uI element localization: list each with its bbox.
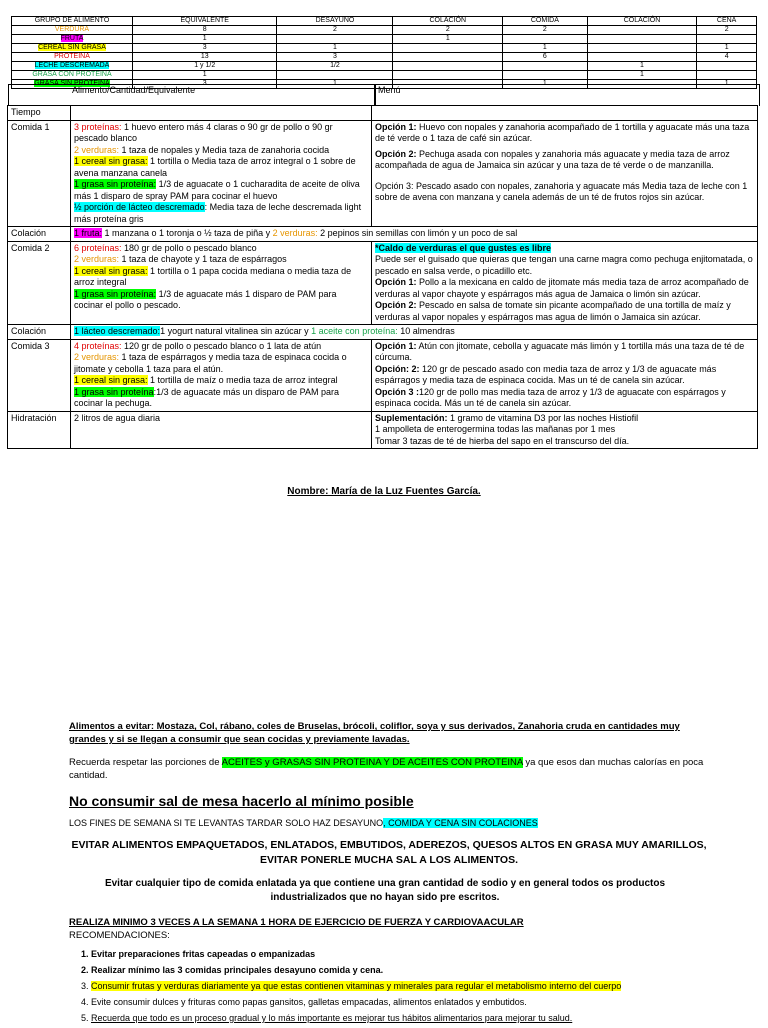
- weekend-note: [69, 817, 709, 830]
- row-label: Tiempo: [8, 106, 71, 121]
- group-name: [12, 62, 133, 71]
- portion-label: 1 fruta:: [74, 228, 103, 238]
- table-cell: 1: [587, 62, 697, 71]
- table-row: [12, 26, 757, 35]
- table-cell: 2: [697, 26, 757, 35]
- portion-text: 1/3 de aguacate o 1 cucharadita de aceite de oliva más 1 disparo de spray PAM para cocinar el huevo: [74, 179, 360, 201]
- header-cell: COLACIÓN: [393, 17, 503, 26]
- food-groups-table: [11, 16, 757, 89]
- portions-reminder: [69, 756, 709, 782]
- group-label-grasa-con: GRASA CON PROTEINA: [32, 71, 112, 78]
- option-text: 120 gr de pescado asado con media taza de arroz y 1/3 de aguacate más espárragos y media taza de espinaca cocida. Mas un té de canela sin azúcar.: [375, 363, 717, 385]
- list-item-text: Consumir frutas y verduras diariamente ya que estas contienen vitaminas y minerales para regular el metabolismo interno del cuerpo: [91, 981, 622, 991]
- table-cell: 1: [393, 35, 503, 44]
- recommendations-list: [69, 948, 709, 1028]
- avoid-packaged: EVITAR ALIMENTOS EMPAQUETADOS, ENLATADOS, EMBUTIDOS, ADEREZOS, QUESOS ALTOS EN GRASA MUY AMARILLOS, EVITAR PONERLE MUCHA SAL A LOS ALIMENTOS.: [71, 839, 707, 866]
- portion-label: 2 verduras:: [74, 254, 120, 264]
- group-label-leche: LECHE DESCREMADA: [34, 62, 110, 69]
- snack-cell: [71, 227, 758, 242]
- portion-label: 2 verduras:: [272, 228, 318, 238]
- group-label-grasa-sin: GRASA SIN PROTEINA: [34, 80, 110, 87]
- portion-label: 1 grasa sin proteína: [74, 386, 154, 397]
- menu-options-cell: [372, 120, 758, 227]
- table-cell: [372, 106, 758, 121]
- table-cell: 1: [697, 80, 757, 89]
- table-row: [12, 62, 757, 71]
- table-cell: 1 y 1/2: [133, 62, 277, 71]
- portion-label: 4 proteínas:: [74, 340, 122, 351]
- row-label: Comida 1: [8, 120, 71, 227]
- table-cell: 1: [133, 71, 277, 80]
- table-cell: 1/2: [277, 62, 393, 71]
- table-cell: [277, 71, 393, 80]
- table-row: [8, 325, 758, 340]
- option-text: Pechuga asada con nopales y zanahoria más aguacate y media taza de arroz acompañada de agua de Jamaica sin azúcar y una taza de té verde o de manzanilla.: [375, 148, 730, 170]
- row-label: Comida 2: [8, 241, 71, 325]
- table-cell: [71, 106, 372, 121]
- table-cell: 4: [697, 53, 757, 62]
- portion-text: : Media taza de leche descremada light más proteína gris: [74, 202, 362, 224]
- row-label: Colación: [8, 227, 71, 242]
- avoid-canned: Evitar cualquier tipo de comida enlatada ya que contiene una gran cantidad de sodio y en general todos os productos industrializados que no hayan sido pre escritos.: [104, 878, 666, 903]
- option-text: 120 gr de pollo mas media taza de arroz y 1/3 de aguacate con espárragos y espinaca cocida. Más un té de canela sin azúcar.: [375, 386, 726, 408]
- portion-label: 1 cereal sin grasa:: [74, 375, 148, 385]
- option-text: Pollo a la mexicana en caldo de jitomate más media taza de arroz acompañado de verduras al vapor chayote y espárragos más agua de Jamaica o limón sin azúcar.: [375, 277, 749, 299]
- option-label: Opción 1:: [375, 277, 417, 287]
- portion-text: 1 tortilla de maíz o media taza de arroz integral: [147, 375, 338, 385]
- row-label: Colación: [8, 325, 71, 340]
- overlay-header-left: Alimento/Cantidad/Equivalente: [72, 85, 196, 95]
- reminder-text: Recuerda respetar las porciones de: [69, 757, 222, 768]
- portions-cell: [71, 339, 372, 411]
- table-cell: 13: [133, 53, 277, 62]
- table-cell: [587, 44, 697, 53]
- portion-label: 1 grasa sin proteína:: [74, 288, 157, 299]
- reminder-highlight: ACEITES y GRASAS SIN PROTEINA Y DE ACEITES CON PROTEINA: [221, 757, 523, 768]
- menu-options-cell: [372, 339, 758, 411]
- table-cell: [393, 44, 503, 53]
- menu-overlay-right: [374, 84, 760, 106]
- group-label-proteina: PROTEINA: [54, 53, 90, 60]
- portion-label: 1 cereal sin grasa:: [74, 156, 148, 166]
- weekend-text: LOS FINES DE SEMANA SI TE LEVANTAS TARDAR SOLO HAZ DESAYUNO: [69, 818, 384, 828]
- portion-text: 10 almendras: [397, 326, 455, 336]
- portion-label: 1 lácteo descremado:: [74, 326, 161, 336]
- table-row: [12, 44, 757, 53]
- portions-cell: [71, 241, 372, 325]
- portion-text: 1 taza de nopales y Media taza de zanahoria cocida: [119, 144, 330, 155]
- portion-label: 2 verduras:: [74, 144, 120, 155]
- portion-text: 1 manzana o 1 toronja o ½ taza de piña y: [102, 228, 273, 238]
- foods-to-avoid: Alimentos a evitar: Mostaza, Col, rábano, coles de Bruselas, brócoli, coliflor, soya y sus derivados, Zanahoria cruda en cantidades muy grandes y si se llegan a consumir que sean cocidas y previamente lavadas.: [69, 721, 680, 745]
- header-cell: DESAYUNO: [277, 17, 393, 26]
- table-cell: [587, 35, 697, 44]
- portion-label: 3 proteínas:: [74, 121, 122, 132]
- portion-text: 1 yogurt natural vitalinea sin azúcar y: [160, 326, 312, 336]
- portion-text: 1/3 de aguacate más 1 disparo de PAM para cocinar el pollo o pescado.: [74, 288, 337, 310]
- group-label-cereal: CEREAL SIN GRASA: [38, 44, 106, 51]
- table-cell: 1: [277, 44, 393, 53]
- portion-text: 180 gr de pollo o pescado blanco: [121, 242, 257, 253]
- supplement-text: 1 gramo de vitamina D3 por las noches Histiofil: [447, 412, 639, 423]
- table-cell: [393, 71, 503, 80]
- list-item: 1. Evitar preparaciones fritas capeadas o empanizadas: [91, 948, 709, 961]
- portion-label: 1 cereal sin grasa:: [74, 265, 148, 276]
- group-name: [12, 26, 133, 35]
- group-name: [12, 44, 133, 53]
- table-row: [8, 227, 758, 242]
- table-cell: 1: [587, 71, 697, 80]
- list-item: [91, 980, 709, 993]
- table-cell: 1: [503, 80, 588, 89]
- table-cell: [587, 26, 697, 35]
- portion-label: 1 aceite con proteína:: [311, 326, 398, 336]
- hydration-cell: 2 litros de agua diaria: [71, 411, 372, 449]
- salt-warning: No consumir sal de mesa hacerlo al mínimo posible: [69, 793, 414, 809]
- table-cell: 3: [133, 80, 277, 89]
- portion-text: 1 taza de espárragos y media taza de espinaca cocida o jitomate y cebolla 1 taza para el atún.: [74, 352, 347, 374]
- row-label: Hidratación: [8, 411, 71, 449]
- group-name: [12, 71, 133, 80]
- option-label: Opción 3 :: [375, 386, 420, 397]
- patient-name: Nombre: María de la Luz Fuentes García.: [287, 486, 481, 497]
- portion-text: 120 gr de pollo o pescado blanco o 1 lata de atún: [121, 340, 322, 351]
- supplement-cell: [372, 411, 758, 449]
- exercise-note: REALIZA MINIMO 3 VECES A LA SEMANA 1 HORA DE EJERCICIO DE FUERZA Y CARDIOVAACULAR: [69, 917, 524, 928]
- option-text: Opción 3: Pescado asado con nopales, zanahoria y aguacate más Media taza de leche con 1 sobre de avena con manzana y canela además de un té de frutos rojos sin azúcar.: [375, 180, 748, 202]
- header-cell: COLACIÓN: [587, 17, 697, 26]
- option-text: Pescado en salsa de tomate sin picante acompañado de una tortilla de maíz y verduras al vapor nopales y espárragos mas agua de limón o Jamaica sin azúcar.: [375, 300, 731, 322]
- portion-text: :1/3 de aguacate más un disparo de PAM para cocinar la pechuga.: [74, 386, 340, 408]
- overlay-header-right: Menú: [378, 85, 401, 95]
- supplement-text: Tomar 3 tazas de té de hierba del sapo en el transcurso del día.: [375, 435, 630, 446]
- list-item: 5. Recuerda que todo es un proceso gradual y lo más importante es mejorar tus hábitos alimentarios para mejorar tu salud.: [91, 1012, 709, 1025]
- list-item: 2. Realizar mínimo las 3 comidas principales desayuno comida y cena.: [91, 964, 709, 977]
- portion-text: 1 tortilla o 1 papa cocida mediana o media taza de arroz integral: [74, 265, 352, 287]
- portions-cell: [71, 120, 372, 227]
- list-item: 4. Evite consumir dulces y frituras como papas gansitos, galletas empacadas, alimentos enlatados y embutidos.: [91, 996, 709, 1009]
- option-label: Opción: 2:: [375, 363, 420, 374]
- table-header-row: [12, 17, 757, 26]
- portion-label: ½ porción de lácteo descremado: [74, 202, 205, 212]
- header-cell: CENA: [697, 17, 757, 26]
- group-label-verdura: VERDURA: [54, 26, 90, 33]
- weekend-highlight: , COMIDA Y CENA SIN COLACIONES: [383, 818, 538, 828]
- portion-text: 2 pepinos sin semillas con limón y un poco de sal: [317, 228, 518, 238]
- table-cell: 3: [277, 53, 393, 62]
- header-cell: EQUIVALENTE: [133, 17, 277, 26]
- table-cell: [587, 53, 697, 62]
- table-cell: 2: [503, 26, 588, 35]
- table-cell: 1: [697, 44, 757, 53]
- table-row: [8, 120, 758, 227]
- table-row: [8, 339, 758, 411]
- table-cell: [697, 35, 757, 44]
- portion-label: 2 verduras:: [74, 352, 120, 362]
- table-cell: 1: [277, 80, 393, 89]
- option-label: Opción 1:: [375, 121, 417, 132]
- table-cell: 2: [393, 26, 503, 35]
- row-label: Comida 3: [8, 339, 71, 411]
- table-cell: [697, 71, 757, 80]
- snack-cell: [71, 325, 758, 340]
- option-label: Opción 1:: [375, 340, 417, 351]
- table-row: [12, 71, 757, 80]
- table-cell: 8: [133, 26, 277, 35]
- option-text: Atún con jitomate, cebolla y aguacate más limón y 1 tortilla más una taza de té de cúrcuma.: [375, 340, 745, 362]
- table-cell: [697, 62, 757, 71]
- option-text: Huevo con nopales y zanahoria acompañado de 1 tortilla y aguacate más una taza de té verde o 1 taza de café sin azúcar.: [375, 121, 750, 143]
- table-row: [12, 35, 757, 44]
- supplement-label: Suplementación:: [375, 412, 448, 423]
- reminder-text: ya que esos dan muchas calorías en poca cantidad.: [69, 757, 704, 781]
- header-cell: GRUPO DE ALIMENTO: [12, 17, 133, 26]
- table-cell: [503, 35, 588, 44]
- caldo-note: *Caldo de verduras el que gustes es libre: [375, 242, 552, 253]
- table-cell: 2: [277, 26, 393, 35]
- recommendations-title: RECOMENDACIONES:: [69, 930, 170, 941]
- table-cell: 1: [133, 35, 277, 44]
- portion-label: 6 proteínas:: [74, 242, 122, 253]
- table-cell: [503, 71, 588, 80]
- portion-text: 1 taza de chayote y 1 taza de espárragos: [119, 254, 287, 264]
- table-cell: 1: [503, 44, 588, 53]
- table-row: [12, 53, 757, 62]
- portion-label: 1 grasa sin proteína:: [74, 179, 157, 189]
- header-cell: COMIDA: [503, 17, 588, 26]
- option-text: Puede ser el guisado que quieras que tengan una carne magra como pechuga enjitomatada, o pescado en salsa verde, o picadillo etc.: [375, 254, 753, 276]
- group-name: [12, 35, 133, 44]
- group-name: [12, 53, 133, 62]
- table-row: [8, 241, 758, 325]
- option-label: Opción 2:: [375, 148, 417, 159]
- portion-text: 1 huevo entero más 4 claras o 90 gr de pollo o 90 gr pescado blanco: [74, 121, 333, 143]
- group-label-fruta: FRUTA: [60, 35, 84, 42]
- table-cell: [503, 62, 588, 71]
- menu-table: [7, 105, 758, 449]
- table-cell: [393, 53, 503, 62]
- table-row: [8, 106, 758, 121]
- table-row: [8, 411, 758, 449]
- portion-text: 1 tortilla o Media taza de arroz integral o 1 sobre de avena manzana canela: [74, 156, 356, 178]
- table-cell: 6: [503, 53, 588, 62]
- option-label: Opción 2:: [375, 300, 417, 310]
- table-cell: [277, 35, 393, 44]
- table-cell: 3: [133, 44, 277, 53]
- supplement-text: 1 ampolleta de enterogermina todas las mañanas por 1 mes: [375, 424, 616, 434]
- menu-options-cell: [372, 241, 758, 325]
- table-cell: [393, 62, 503, 71]
